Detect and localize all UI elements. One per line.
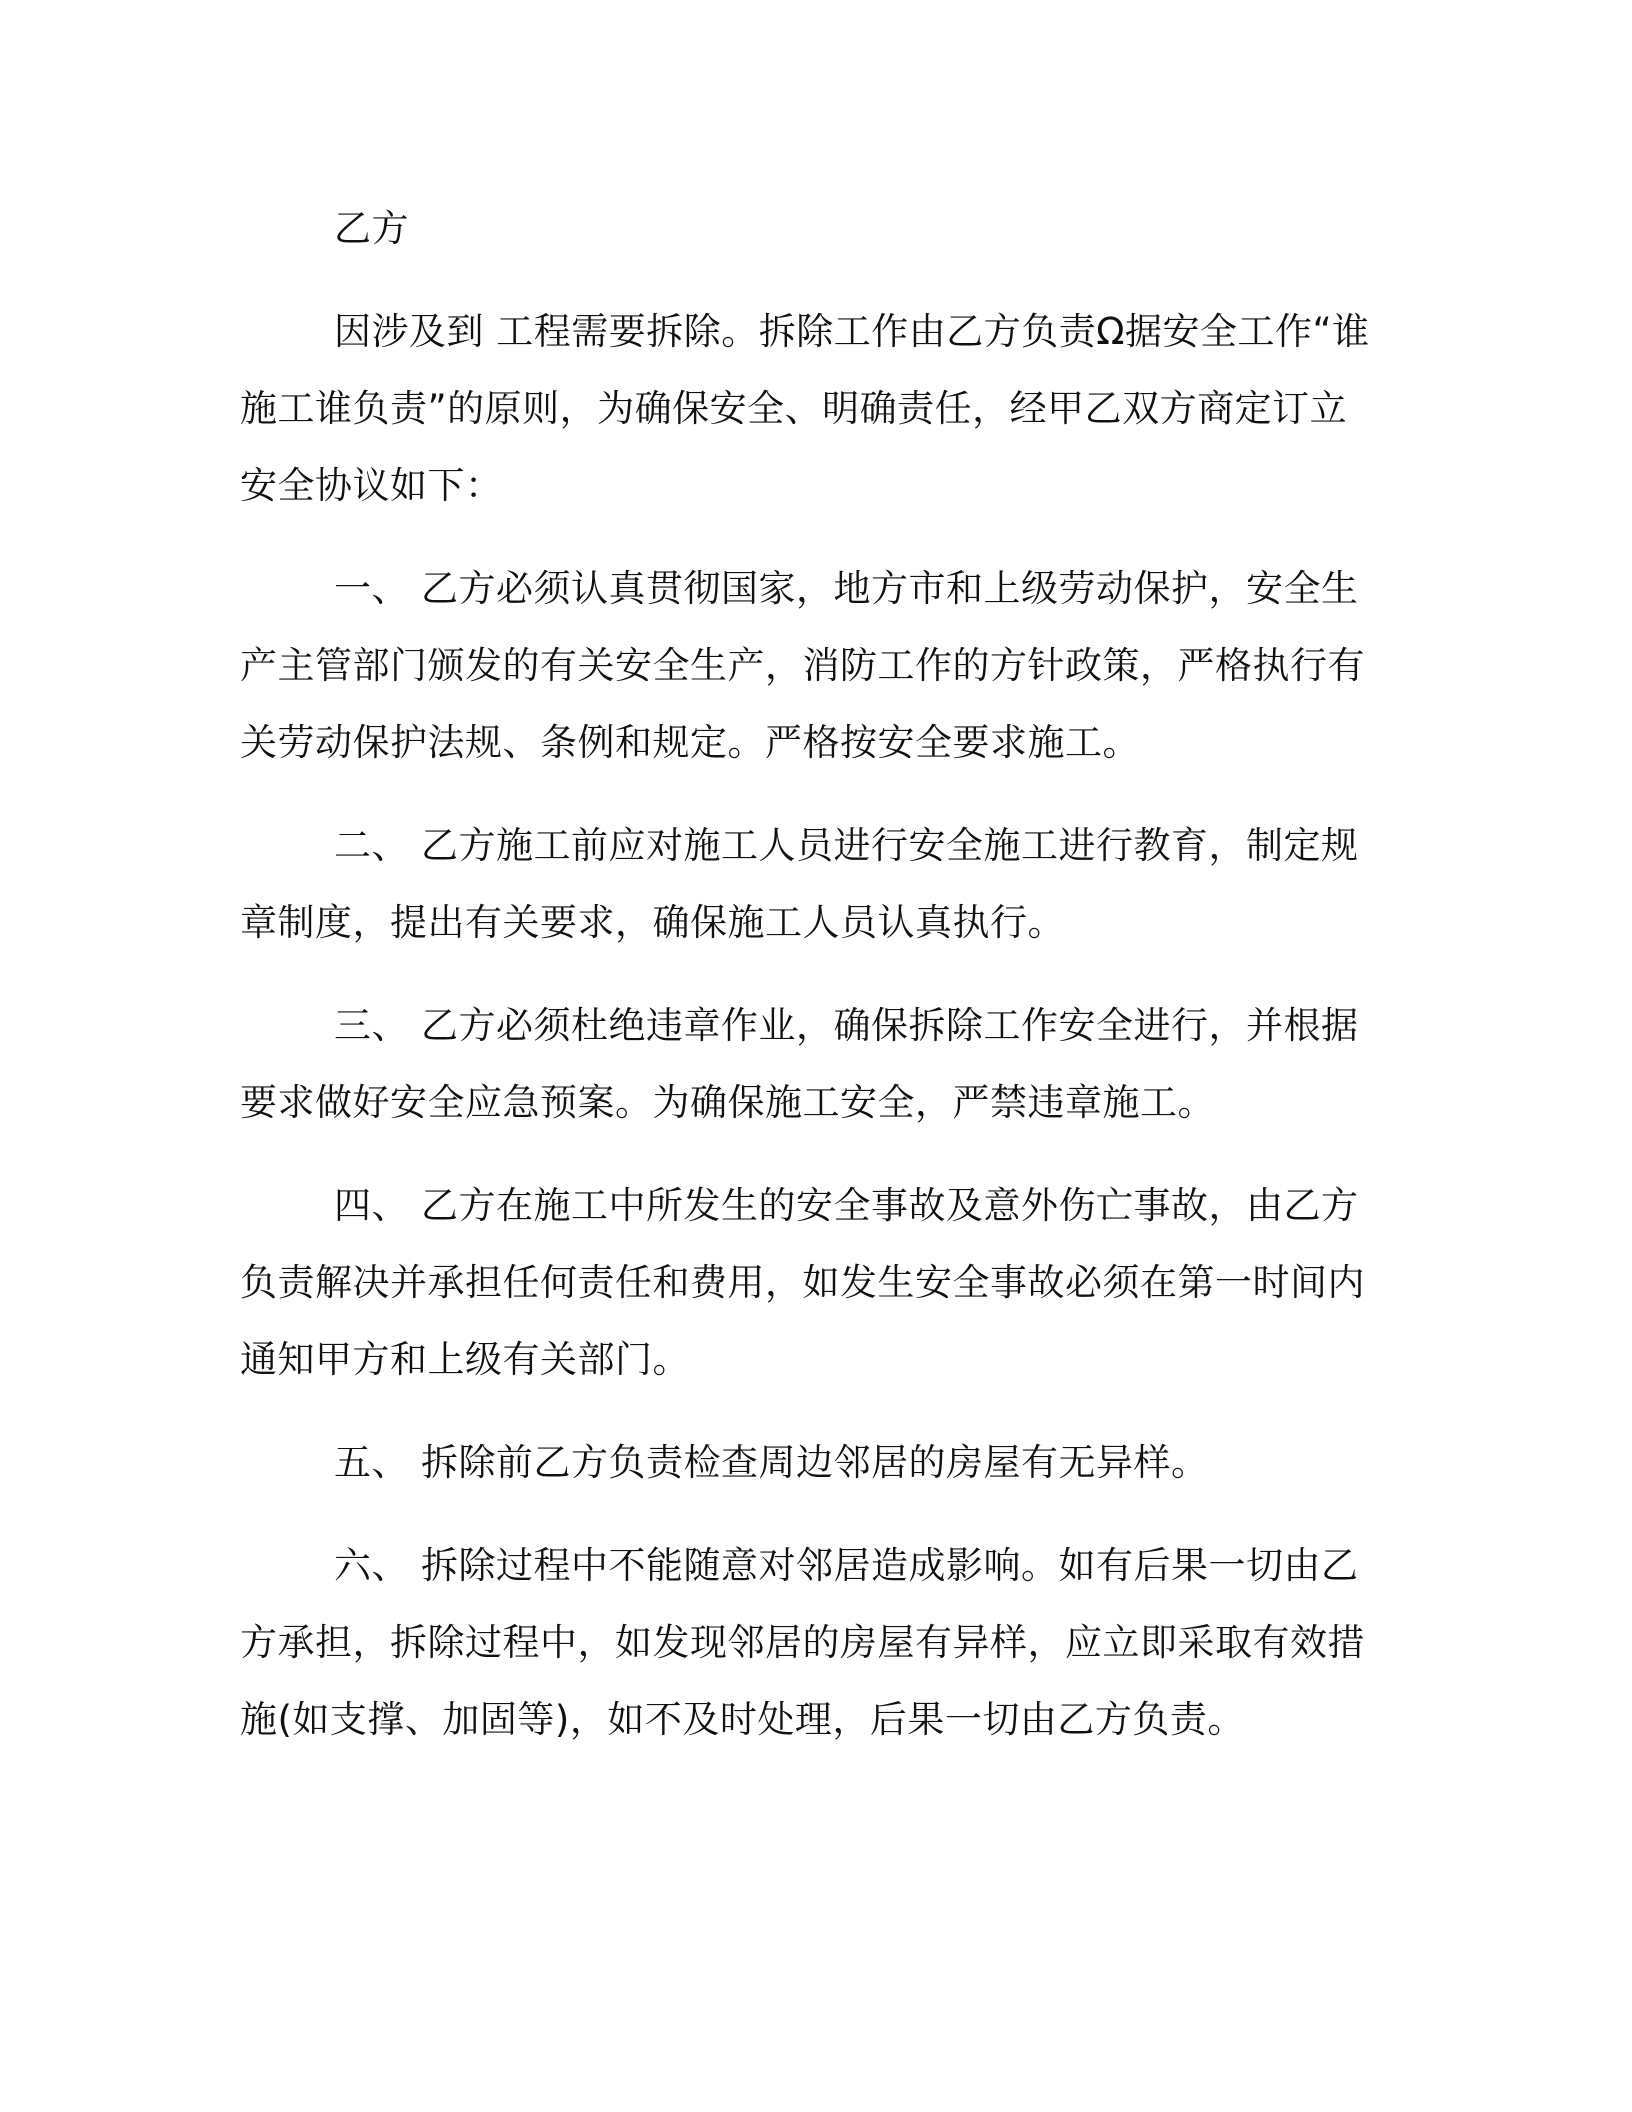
clause-number: 一、	[334, 567, 409, 610]
clause-number: 四、	[334, 1184, 409, 1227]
intro-paragraph: 因涉及到 工程需要拆除。拆除工作由乙方负责Ω据安全工作“谁施工谁负责”的原则，为确保安全、明确责任，经甲乙双方商定订立安全协议如下：	[240, 310, 1370, 507]
clause-text: 乙方必须杜绝违章作业，确保拆除工作安全进行，并根据要求做好安全应急预案。为确保施工安全，严禁违章施工。	[240, 1004, 1359, 1124]
clause-2	[240, 807, 1380, 961]
clause-number: 五、	[334, 1441, 409, 1484]
clause-3	[240, 987, 1380, 1141]
clause-text: 乙方施工前应对施工人员进行安全施工进行教育，制定规章制度，提出有关要求，确保施工人员认真执行。	[240, 824, 1359, 944]
clause-1	[240, 550, 1380, 781]
clause-6	[240, 1527, 1380, 1758]
clause-text: 乙方在施工中所发生的安全事故及意外伤亡事故，由乙方负责解决并承担任何责任和费用，如发生安全事故必须在第一时间内通知甲方和上级有关部门。	[240, 1184, 1365, 1381]
clause-4	[240, 1167, 1380, 1398]
clause-number: 二、	[334, 824, 409, 867]
clause-number: 三、	[334, 1004, 409, 1047]
clause-text: 拆除前乙方负责检查周边邻居的房屋有无异样。	[421, 1441, 1209, 1484]
document-body	[240, 190, 1380, 1758]
clause-5	[240, 1424, 1380, 1501]
clause-text: 拆除过程中不能随意对邻居造成影响。如有后果一切由乙方承担，拆除过程中，如发现邻居的房屋有异样，应立即采取有效措施(如支撑、加固等)，如不及时处理，后果一切由乙方负责。	[240, 1544, 1365, 1741]
clause-text: 乙方必须认真贯彻国家，地方市和上级劳动保护，安全生产主管部门颁发的有关安全生产，消防工作的方针政策，严格执行有关劳动保护法规、条例和规定。严格按安全要求施工。	[240, 567, 1365, 764]
party-heading: 乙方	[334, 207, 409, 250]
clause-number: 六、	[334, 1544, 409, 1587]
